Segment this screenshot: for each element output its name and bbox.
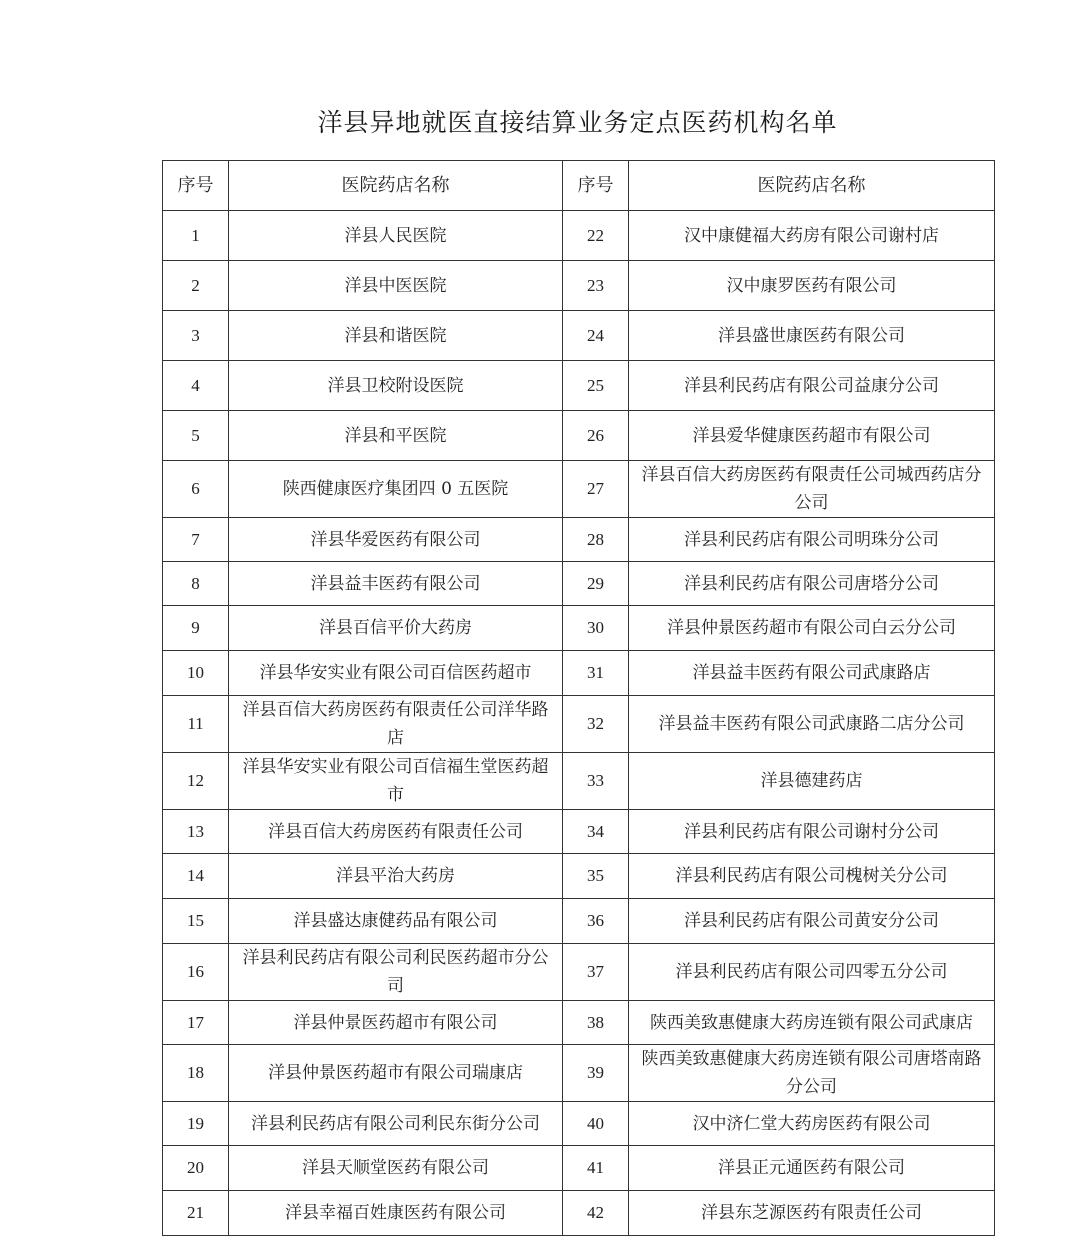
table-row: [163, 810, 995, 854]
cell-left-name: 洋县华安实业有限公司百信医药超市: [229, 651, 563, 696]
cell-left-name: 洋县盛达康健药品有限公司: [229, 899, 563, 944]
cell-right-no: 34: [563, 810, 629, 854]
cell-left-no: 21: [163, 1191, 229, 1236]
table-row: [163, 1191, 995, 1236]
cell-left-no: 10: [163, 651, 229, 696]
table-row: [163, 461, 995, 518]
table-row: [163, 311, 995, 361]
cell-right-no: 29: [563, 562, 629, 606]
cell-left-name: 洋县利民药店有限公司利民医药超市分公司: [229, 944, 563, 1001]
cell-right-name: 洋县利民药店有限公司唐塔分公司: [629, 562, 995, 606]
cell-left-name: 洋县中医医院: [229, 261, 563, 311]
cell-left-no: 7: [163, 518, 229, 562]
cell-left-no: 13: [163, 810, 229, 854]
cell-right-no: 36: [563, 899, 629, 944]
cell-right-name: 洋县正元通医药有限公司: [629, 1146, 995, 1191]
cell-right-name: 洋县益丰医药有限公司武康路店: [629, 651, 995, 696]
table-row: [163, 518, 995, 562]
cell-right-name: 洋县利民药店有限公司四零五分公司: [629, 944, 995, 1001]
cell-left-no: 5: [163, 411, 229, 461]
cell-left-no: 1: [163, 211, 229, 261]
header-right-name: 医院药店名称: [629, 161, 995, 211]
table-row: [163, 1045, 995, 1102]
table-row: [163, 361, 995, 411]
cell-right-name: 陕西美致惠健康大药房连锁有限公司唐塔南路分公司: [629, 1045, 995, 1102]
table-row: [163, 411, 995, 461]
cell-right-name: 洋县利民药店有限公司谢村分公司: [629, 810, 995, 854]
table-row: [163, 944, 995, 1001]
cell-left-no: 11: [163, 696, 229, 753]
header-left-no: 序号: [163, 161, 229, 211]
table-row: [163, 1102, 995, 1146]
table-row: [163, 261, 995, 311]
cell-right-name: 汉中济仁堂大药房医药有限公司: [629, 1102, 995, 1146]
cell-left-no: 9: [163, 606, 229, 651]
cell-right-name: 洋县爱华健康医药超市有限公司: [629, 411, 995, 461]
cell-right-name: 洋县盛世康医药有限公司: [629, 311, 995, 361]
cell-left-no: 2: [163, 261, 229, 311]
cell-right-no: 35: [563, 854, 629, 899]
cell-right-no: 23: [563, 261, 629, 311]
cell-right-no: 33: [563, 753, 629, 810]
table-row: [163, 606, 995, 651]
cell-left-name: 洋县幸福百姓康医药有限公司: [229, 1191, 563, 1236]
cell-right-no: 22: [563, 211, 629, 261]
cell-right-name: 汉中康罗医药有限公司: [629, 261, 995, 311]
institution-table: [162, 160, 995, 1236]
cell-right-no: 27: [563, 461, 629, 518]
cell-right-no: 40: [563, 1102, 629, 1146]
cell-left-name: 洋县华爱医药有限公司: [229, 518, 563, 562]
cell-left-name: 洋县和平医院: [229, 411, 563, 461]
cell-right-name: 洋县仲景医药超市有限公司白云分公司: [629, 606, 995, 651]
cell-right-no: 30: [563, 606, 629, 651]
cell-left-name: 洋县益丰医药有限公司: [229, 562, 563, 606]
cell-left-name: 洋县利民药店有限公司利民东街分公司: [229, 1102, 563, 1146]
cell-left-no: 3: [163, 311, 229, 361]
cell-left-name: 洋县天顺堂医药有限公司: [229, 1146, 563, 1191]
cell-left-name: 洋县卫校附设医院: [229, 361, 563, 411]
header-right-no: 序号: [563, 161, 629, 211]
cell-right-name: 洋县利民药店有限公司黄安分公司: [629, 899, 995, 944]
cell-left-name: 洋县和谐医院: [229, 311, 563, 361]
cell-left-name: 洋县仲景医药超市有限公司: [229, 1001, 563, 1045]
table-row: [163, 1146, 995, 1191]
cell-left-no: 20: [163, 1146, 229, 1191]
cell-left-name: 洋县百信平价大药房: [229, 606, 563, 651]
cell-left-name: 陕西健康医疗集团四 0 五医院: [229, 461, 563, 518]
cell-left-no: 19: [163, 1102, 229, 1146]
cell-left-no: 4: [163, 361, 229, 411]
cell-left-name: 洋县华安实业有限公司百信福生堂医药超市: [229, 753, 563, 810]
cell-right-name: 洋县利民药店有限公司明珠分公司: [629, 518, 995, 562]
cell-right-no: 42: [563, 1191, 629, 1236]
cell-right-name: 洋县利民药店有限公司槐树关分公司: [629, 854, 995, 899]
cell-left-no: 16: [163, 944, 229, 1001]
cell-left-no: 6: [163, 461, 229, 518]
cell-right-name: 汉中康健福大药房有限公司谢村店: [629, 211, 995, 261]
cell-left-no: 14: [163, 854, 229, 899]
table-row: [163, 211, 995, 261]
table-row: [163, 562, 995, 606]
table-row: [163, 696, 995, 753]
cell-right-no: 28: [563, 518, 629, 562]
cell-right-no: 24: [563, 311, 629, 361]
table-row: [163, 1001, 995, 1045]
cell-left-name: 洋县仲景医药超市有限公司瑞康店: [229, 1045, 563, 1102]
cell-left-no: 18: [163, 1045, 229, 1102]
cell-left-name: 洋县人民医院: [229, 211, 563, 261]
cell-right-name: 洋县德建药店: [629, 753, 995, 810]
table-row: [163, 651, 995, 696]
header-left-name: 医院药店名称: [229, 161, 563, 211]
cell-right-no: 37: [563, 944, 629, 1001]
cell-left-name: 洋县平治大药房: [229, 854, 563, 899]
cell-left-no: 15: [163, 899, 229, 944]
cell-right-name: 洋县利民药店有限公司益康分公司: [629, 361, 995, 411]
cell-right-no: 32: [563, 696, 629, 753]
cell-right-name: 陕西美致惠健康大药房连锁有限公司武康店: [629, 1001, 995, 1045]
cell-left-no: 17: [163, 1001, 229, 1045]
cell-left-no: 8: [163, 562, 229, 606]
cell-right-no: 41: [563, 1146, 629, 1191]
cell-left-name: 洋县百信大药房医药有限责任公司洋华路店: [229, 696, 563, 753]
cell-right-no: 38: [563, 1001, 629, 1045]
page-title: 洋县异地就医直接结算业务定点医药机构名单: [317, 108, 838, 137]
cell-left-no: 12: [163, 753, 229, 810]
cell-right-no: 26: [563, 411, 629, 461]
cell-right-name: 洋县百信大药房医药有限责任公司城西药店分公司: [629, 461, 995, 518]
cell-right-no: 39: [563, 1045, 629, 1102]
table-row: [163, 899, 995, 944]
cell-right-no: 31: [563, 651, 629, 696]
cell-right-no: 25: [563, 361, 629, 411]
cell-right-name: 洋县益丰医药有限公司武康路二店分公司: [629, 696, 995, 753]
cell-right-name: 洋县东芝源医药有限责任公司: [629, 1191, 995, 1236]
table-row: [163, 753, 995, 810]
table-row: [163, 854, 995, 899]
table-header-row: [163, 161, 995, 211]
table-body: [163, 211, 995, 1236]
cell-left-name: 洋县百信大药房医药有限责任公司: [229, 810, 563, 854]
